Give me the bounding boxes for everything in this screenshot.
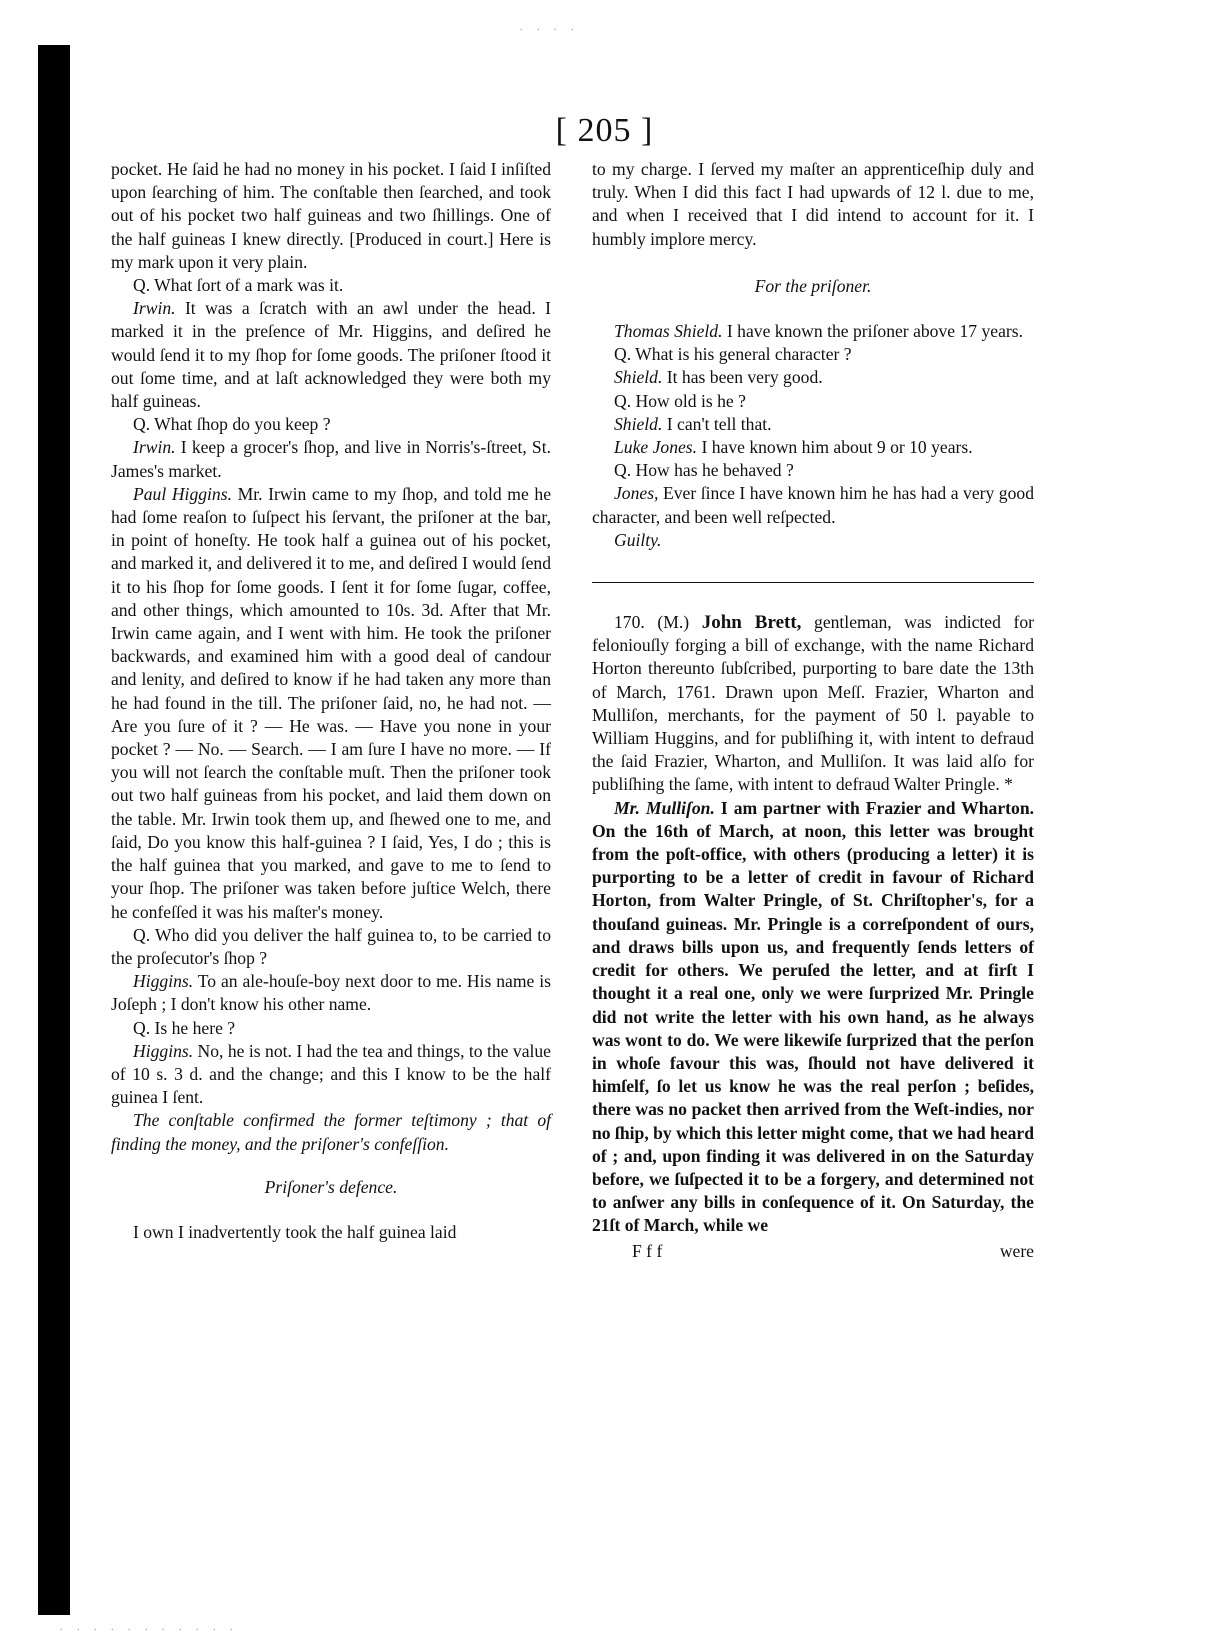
question: Q. Who did you deliver the half guinea to, to be carried to the proſecutor's ſhop ? (111, 924, 551, 968)
testimony: Paul Higgins. Mr. Irwin came to my ſhop, and told me he had ſome reaſon to ſuſpect his ſervant, the priſoner at the bar, in point of honeſty. He took half a guinea out of his pocket, and marked it, and delivered it to me, and deſired I would ſend it to his ſhop for ſome goods. I ſent it for ſome ſugar, coffee, and other things, which amounted to 10s. 3d. After that Mr. Irwin came again, and I went with him. He took the priſoner backwards, and examined him with a good deal of candour and lenity, and deſired to know if he had taken any more than he had found in the till. The priſoner ſaid, no, he had not. — Are you ſure of it ? — He was. — Have you none in your pocket ? — No. — Search. — I am ſure I have no more. — If you will not ſearch the conſtable muſt. Then the priſoner took out two half guineas from his pocket, and laid them down on the table. Mr. Irwin took them up, and ſhewed one to me, and ſaid, Do you know this half-guinea ? I ſaid, Yes, I do ; this is the half guinea that you marked, and gave to me to ſend to your ſhop. The priſoner was taken before juſtice Welch, there he confeſſed it was his maſter's money. (111, 483, 552, 922)
speaker-name: Paul Higgins. (133, 483, 232, 504)
constable-note: The conſtable confirmed the former teſtimony ; that of finding the money, and the priſoner's confeſſion. (111, 1110, 551, 1154)
question: Q. What ſort of a mark was it. (133, 275, 344, 296)
question: Q. How has he behaved ? (614, 460, 794, 481)
page-number: [ 205 ] (555, 112, 654, 149)
answer: Irwin. It was a ſcratch with an awl under the head. I marked it in the preſence of Mr. Higgins, and deſired he would ſend it to my ſhop for ſome goods. The priſoner ſtood it out ſome time, and at laſt acknowledged they were both my half guineas. (111, 298, 551, 412)
speaker-name: Shield. (614, 413, 663, 434)
question: Q. How old is he ? (614, 390, 746, 411)
signature-mark: F f f (632, 1240, 663, 1261)
scan-noise: . . . . (520, 22, 580, 33)
binding-shadow (38, 45, 70, 1615)
answer: Irwin. I keep a grocer's ſhop, and live in Norris's-ſtreet, St. James's market. (111, 437, 552, 481)
question: Q. Is he here ? (133, 1017, 236, 1038)
answer: Shield. It has been very good. (614, 367, 823, 388)
speaker-name: Mr. Mulliſon. (614, 797, 715, 818)
answer: Higgins. To an ale-houſe-boy next door to me. His name is Joſeph ; I don't know his other name. (111, 971, 551, 1015)
answer: Shield. I can't tell that. (614, 413, 772, 434)
answer: Jones, Ever ſince I have known him he has had a very good character, and been well reſpected. (592, 483, 1034, 527)
paragraph: pocket. He ſaid he had no money in his pocket. I ſaid I inſiſted upon ſearching of him. The conſtable then ſearched, and took out of his pocket two half guineas and two ſhillings. One of the half guineas I knew directly. [Produced in court.] Here is my mark upon it very plain. (111, 159, 551, 272)
defendant-name: John Brett, (701, 612, 802, 634)
speaker-name: Irwin. (133, 437, 176, 458)
paragraph: I own I inadvertently took the half guinea laid (133, 1221, 457, 1242)
right-column (592, 158, 1034, 1263)
speaker-name: Shield. (614, 367, 663, 388)
question: Q. What ſhop do you keep ? (133, 414, 331, 435)
answer: Higgins. No, he is not. I had the tea and things, to the value of 10 s. 3 d. and the change; and this I know to be the half guinea I ſent. (111, 1040, 551, 1108)
testimony: Luke Jones. I have known him about 9 or 10 years. (614, 437, 973, 458)
testimony: Thomas Shield. I have known the priſoner above 17 years. (614, 321, 1023, 342)
speaker-name: Irwin. (133, 298, 176, 319)
catchword: were (999, 1240, 1034, 1261)
speaker-name: Thomas Shield. (614, 321, 723, 342)
testimony: Mr. Mulliſon. I am partner with Frazier and Wharton. On the 16th of March, at noon, this letter was brought from the poſt-office, with others (producing a letter) it is purporting to be a letter of credit in favour of Richard Horton, from Walter Pringle, of St. Chriſtopher's, for a thouſand guineas. Mr. Pringle is a correſpondent of ours, and draws bills upon us, and frequently ſends letters of credit for others. We peruſed the letter, and at firſt I thought it a real one, only we were ſurprized Mr. Pringle did not write the letter with his own hand, as he always was wont to do. We were likewiſe ſurprized that the perſon in whoſe favour this was, ſhould not have delivered it himſelf, ſo let us know he was the real perſon ; beſides, there was no packet then arrived from the Weſt-indies, nor no ſhip, by which this letter might come, that we had heard of ; and, upon finding it was delivered in on the Saturday before, we ſuſpected it to be a forgery, and determined not to anſwer any bills in conſequence of it. On Saturday, the 21ſt of March, while we (592, 797, 1035, 1236)
section-divider (592, 582, 1034, 583)
speaker-name: Luke Jones. (614, 437, 698, 458)
speaker-name: Higgins. (133, 971, 194, 992)
case-entry: 170. (M.) John Brett, gentleman, was indicted for feloniouſly forging a bill of exchange, with the name Richard Horton thereunto ſubſcribed, purporting to bare date the 13th of March, 1761. Drawn upon Meſſ. Frazier, Wharton and Mulliſon, merchants, for the payment of 50 l. payable to William Huggins, and for publiſhing it, with intent to defraud the ſaid Frazier, Wharton, and Mulliſon. It was laid alſo for publiſhing the ſame, with intent to defraud Walter Pringle. * (592, 612, 1035, 795)
left-column (111, 158, 551, 1244)
speaker-name: Higgins. (133, 1040, 194, 1061)
speaker-name: Jones, (614, 483, 659, 504)
scan-noise: . . . . . . . . . . . (60, 1622, 239, 1633)
paragraph: to my charge. I ſerved my maſter an apprenticeſhip duly and truly. When I did this fact I had upwards of 12 l. due to me, and when I received that I did intend to account for it. I humbly implore mercy. (592, 159, 1034, 249)
page-footer (592, 1240, 1034, 1263)
section-heading: Priſoner's defence. (264, 1176, 398, 1197)
verdict: Guilty. (614, 529, 662, 550)
question: Q. What is his general character ? (614, 344, 852, 365)
section-heading: For the priſoner. (754, 275, 872, 296)
case-number: 170. (M.) (614, 612, 690, 633)
